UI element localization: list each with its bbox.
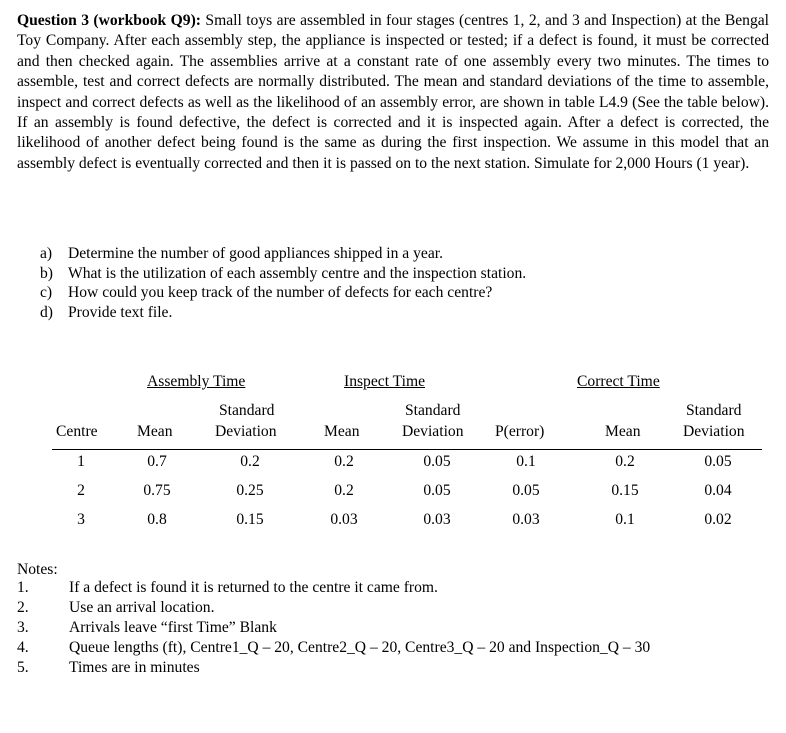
table-cell: 0.05 (423, 482, 451, 499)
header-centre: Centre (56, 423, 98, 440)
table-cell: 0.2 (615, 453, 635, 470)
table-cell: 0.2 (334, 453, 354, 470)
table-cell: 0.1 (516, 453, 536, 470)
note-number: 1. (17, 579, 29, 596)
note-item (17, 658, 650, 678)
group-header-inspect: Inspect Time (344, 373, 426, 390)
table-cell: 0.05 (704, 453, 732, 470)
table-cell: 0.2 (334, 482, 354, 499)
table-cell: 0.7 (147, 453, 167, 470)
part-label: a) (40, 245, 53, 262)
header-p-error: P(error) (495, 423, 545, 440)
question-body: Small toys are assembled in four stages (centres 1, 2, and 3 and Inspection) at the Bengal Toy Company. After each assembly step, the appliance is inspected or tested; if a defect is found, it must be corrected and then checked again. The assemblies arrive at a constant rate of one assembly every two minutes. The times to assemble, test and correct defects are normally distributed. The mean and standard deviations of the time to assemble, inspect and correct defects as well as the likelihood of an assembly error, are shown in table L4.9 (See the table below). If an assembly is found defective, the defect is corrected and it is inspected again. After a defect is corrected, the likelihood of another defect being found is the same as during the first inspection. We assume in this model that an assembly defect is eventually corrected and then it is passed on to the next station. Simulate for 2,000 Hours (1 year). (17, 12, 770, 172)
group-header-correct: Correct Time (577, 373, 660, 390)
header-inspect-deviation: Deviation (402, 423, 464, 440)
part-text: Determine the number of good appliances shipped in a year. (68, 245, 443, 262)
note-text: Arrivals leave “first Time” Blank (69, 619, 277, 636)
note-item (17, 598, 650, 618)
note-number: 5. (17, 659, 29, 676)
notes-list (17, 578, 650, 678)
note-text: If a defect is found it is returned to the centre it came from. (69, 579, 438, 596)
part-label: c) (40, 284, 53, 301)
header-assembly-deviation: Deviation (215, 423, 277, 440)
header-correct-mean: Mean (605, 423, 641, 440)
table-cell: 0.05 (423, 453, 451, 470)
table-cell: 0.15 (611, 482, 639, 499)
table-cell: 0.1 (615, 511, 635, 528)
note-text: Times are in minutes (69, 659, 200, 676)
note-item (17, 578, 650, 598)
note-text: Use an arrival location. (69, 599, 215, 616)
notes-title: Notes: (17, 561, 58, 578)
table-cell: 0.05 (512, 482, 540, 499)
note-item (17, 618, 650, 638)
part-text: What is the utilization of each assembly centre and the inspection station. (68, 264, 527, 282)
table-cell: 0.8 (147, 511, 167, 528)
note-text: Queue lengths (ft), Centre1_Q – 20, Centre2_Q – 20, Centre3_Q – 20 and Inspection_Q – 30 (69, 639, 651, 656)
table-cell: 0.2 (240, 453, 260, 470)
note-item (17, 638, 650, 658)
header-inspect-mean: Mean (324, 423, 360, 440)
table-cell: 0.02 (704, 511, 732, 528)
table-cell: 2 (77, 482, 85, 499)
part-text: Provide text file. (68, 303, 173, 321)
table-cell: 1 (77, 453, 85, 470)
note-number: 2. (17, 599, 29, 616)
header-correct-deviation: Deviation (683, 423, 745, 440)
question-title: Question 3 (workbook Q9): (17, 12, 201, 29)
part-text: How could you keep track of the number of defects for each centre? (68, 284, 493, 301)
table-header-rule (52, 449, 762, 450)
group-header-assembly: Assembly Time (147, 373, 246, 390)
table-cell: 0.04 (704, 482, 732, 499)
note-number: 3. (17, 619, 29, 636)
header-standard-assembly: Standard (219, 402, 275, 419)
header-assembly-mean: Mean (137, 423, 173, 440)
table-cell: 0.75 (143, 482, 171, 499)
table-cell: 0.03 (330, 511, 358, 528)
table-cell: 0.25 (236, 482, 264, 499)
table-cell: 3 (77, 511, 85, 528)
part-label: d) (40, 303, 53, 321)
note-number: 4. (17, 639, 29, 656)
header-standard-inspect: Standard (405, 402, 461, 419)
header-standard-correct: Standard (686, 402, 742, 419)
table-cell: 0.03 (423, 511, 451, 528)
table-cell: 0.15 (236, 511, 264, 528)
table-cell: 0.03 (512, 511, 540, 528)
part-label: b) (40, 264, 53, 282)
